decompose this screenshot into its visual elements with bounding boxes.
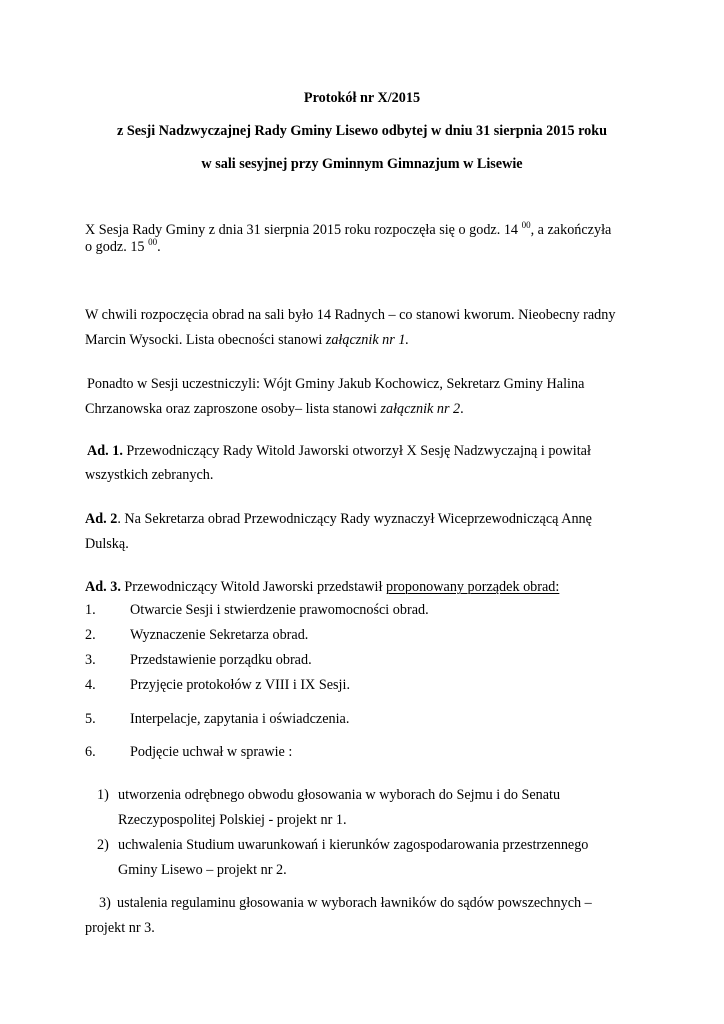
agenda-item-number: 2. xyxy=(85,627,96,643)
resolution-item-line-2: projekt nr 3. xyxy=(85,920,155,936)
agenda-item-text: Interpelacje, zapytania i oświadczenia. xyxy=(130,711,350,727)
document-subtitle-1: z Sesji Nadzwyczajnej Rady Gminy Lisewo odbytej w dniu 31 sierpnia 2015 roku xyxy=(116,123,608,139)
intro-line-1 xyxy=(85,221,611,239)
resolution-number: 2) xyxy=(97,837,109,853)
agenda-item-text: Otwarcie Sesji i stwierdzenie prawomocności obrad. xyxy=(130,602,429,618)
ad1-line-1 xyxy=(87,442,591,460)
intro-end-period: . xyxy=(157,239,161,255)
resolution-number: 1) xyxy=(97,787,109,803)
agenda-item-text: Przyjęcie protokołów z VIII i IX Sesji. xyxy=(130,677,350,693)
agenda-item-number: 4. xyxy=(85,677,96,693)
ad3-text: Przewodniczący Witold Jaworski przedstawił xyxy=(120,579,386,595)
ad1-text: Przewodniczący Rady Witold Jaworski otworzył X Sesję Nadzwyczajną i powitał xyxy=(122,443,591,459)
attendance-line-1: W chwili rozpoczęcia obrad na sali było 14 Radnych – co stanowi kworum. Nieobecny radny xyxy=(85,307,616,323)
intro-end-prefix: , a zakończyła xyxy=(530,222,612,238)
intro-line-2 xyxy=(85,238,161,256)
agenda-item-number: 6. xyxy=(85,744,96,760)
guests-text: Chrzanowska oraz zaproszone osoby– lista stanowi xyxy=(85,401,381,417)
guests-line-1: Ponadto w Sesji uczestniczyli: Wójt Gminy Jakub Kochowicz, Sekretarz Gminy Halina xyxy=(87,376,585,392)
ad2-line-2: Dulską. xyxy=(85,536,129,552)
resolution-text: utworzenia odrębnego obwodu głosowania w wyborach do Sejmu i do Senatu xyxy=(118,787,561,803)
agenda-item-number: 1. xyxy=(85,602,96,618)
attachment-1-ref: załącznik nr 1. xyxy=(325,332,409,348)
resolution-item-line-2: Gminy Lisewo – projekt nr 2. xyxy=(118,862,287,878)
agenda-item-number: 3. xyxy=(85,652,96,668)
intro-end-text: o godz. 15 xyxy=(85,239,145,255)
resolution-text: uchwalenia Studium uwarunkowań i kierunków zagospodarowania przestrzennego xyxy=(118,837,589,853)
resolution-number: 3) xyxy=(99,895,111,911)
attachment-2-ref: załącznik nr 2 xyxy=(380,401,461,417)
ad3-label: Ad. 3. xyxy=(85,579,121,595)
intro-end-minutes: 00 xyxy=(148,237,158,247)
agenda-heading: proponowany porządek obrad: xyxy=(385,579,560,595)
document-title: Protokół nr X/2015 xyxy=(303,90,421,106)
resolution-text: ustalenia regulaminu głosowania w wyborach ławników do sądów powszechnych – xyxy=(117,895,592,911)
ad2-line-1 xyxy=(85,510,592,528)
resolution-item-line-2: Rzeczypospolitej Polskiej - projekt nr 1. xyxy=(118,812,347,828)
guests-line-2 xyxy=(85,400,464,418)
agenda-item-text: Podjęcie uchwał w sprawie : xyxy=(130,744,293,760)
ad2-label: Ad. 2 xyxy=(85,511,118,527)
ad1-label: Ad. 1. xyxy=(87,443,123,459)
ad3-line-1 xyxy=(85,578,559,596)
ad2-text: . Na Sekretarza obrad Przewodniczący Rady wyznaczył Wiceprzewodniczącą Annę xyxy=(117,511,592,527)
agenda-item-text: Przedstawienie porządku obrad. xyxy=(130,652,312,668)
intro-start-text: X Sesja Rady Gminy z dnia 31 sierpnia 2015 roku rozpoczęła się o godz. 14 xyxy=(85,222,519,238)
ad1-line-2: wszystkich zebranych. xyxy=(85,467,214,483)
guests-period: . xyxy=(460,401,464,417)
attendance-line-2 xyxy=(85,331,409,349)
agenda-item-text: Wyznaczenie Sekretarza obrad. xyxy=(130,627,309,643)
agenda-item-number: 5. xyxy=(85,711,96,727)
attendance-text: Marcin Wysocki. Lista obecności stanowi xyxy=(85,332,326,348)
document-subtitle-2: w sali sesyjnej przy Gminnym Gimnazjum w Lisewie xyxy=(201,156,523,172)
intro-start-minutes: 00 xyxy=(521,220,531,230)
